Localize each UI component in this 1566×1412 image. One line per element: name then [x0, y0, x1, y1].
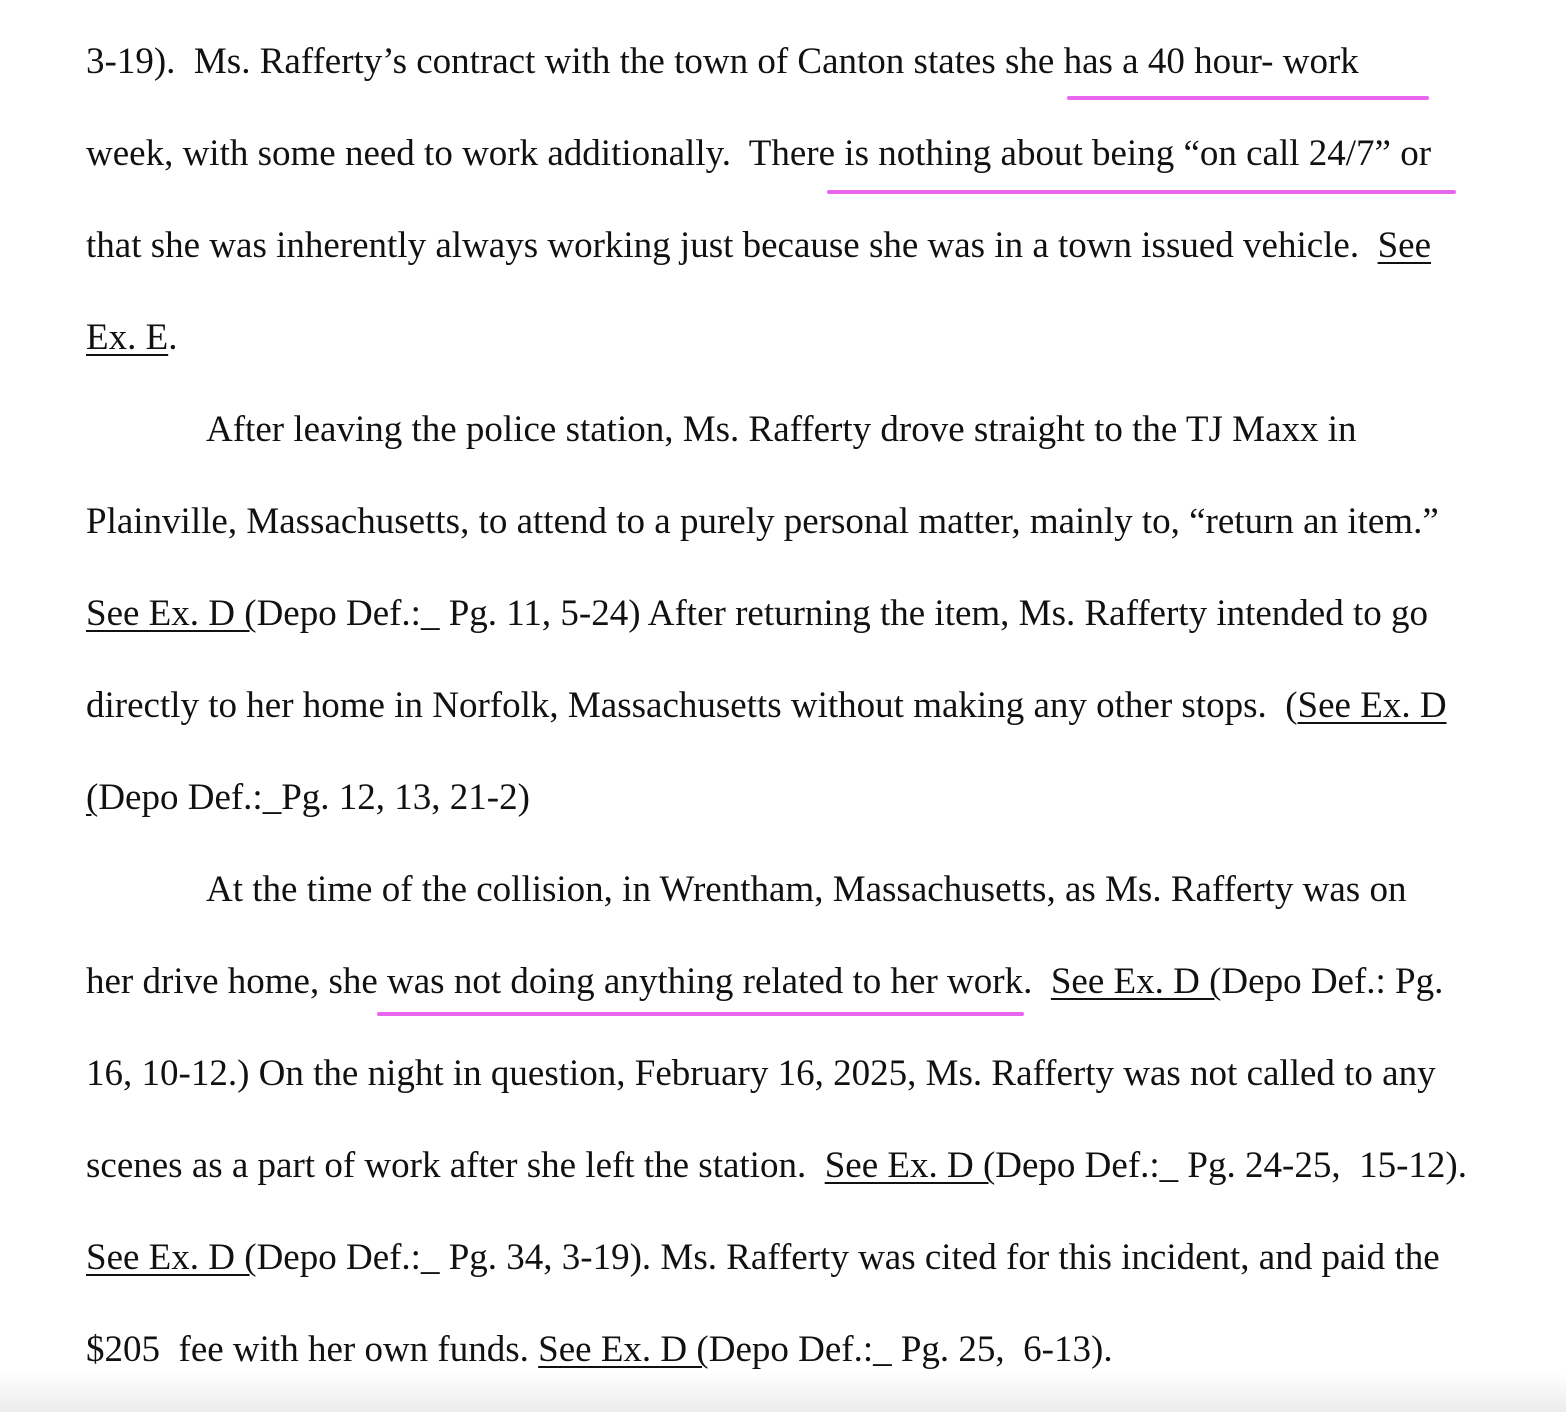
text-segment: After leaving the police station, Ms. Rafferty drove straight to the TJ Maxx in — [206, 409, 1357, 450]
text-line — [86, 40, 1359, 84]
text-line — [86, 1328, 1113, 1372]
text-segment: 3-19). Ms. Rafferty’s contract with the town of Canton states she has a 40 hour- work — [86, 41, 1359, 82]
text-line — [86, 592, 1428, 636]
text-segment: $205 fee with her own funds. — [86, 1329, 539, 1370]
text-segment: At the time of the collision, in Wrentham, Massachusetts, as Ms. Rafferty was on — [206, 869, 1407, 910]
exhibit-citation-link[interactable]: See Ex. D ( — [824, 1145, 996, 1186]
underlined-text: ( — [86, 777, 99, 818]
text-line — [86, 1236, 1440, 1280]
text-segment: Depo Def.:_ Pg. 11, 5-24) After returning the item, Ms. Rafferty intended to go — [256, 593, 1429, 634]
text-segment: Depo Def.:_ Pg. 34, 3-19). Ms. Rafferty was cited for this incident, and paid the — [256, 1237, 1440, 1278]
text-segment: Plainville, Massachusetts, to attend to a purely personal matter, mainly to, “return an item.” — [86, 501, 1439, 542]
text-segment: Depo Def.:_Pg. 12, 13, 21-2) — [98, 777, 530, 818]
see-exhibit-link[interactable]: See — [1377, 225, 1432, 266]
text-segment: week, with some need to work additionally. There is nothing about being “on call 24/7” or — [86, 133, 1432, 174]
text-line — [86, 960, 1443, 1004]
text-line — [86, 1144, 1467, 1188]
text-segment: scenes as a part of work after she left the station. — [86, 1145, 825, 1186]
text-segment: directly to her home in Norfolk, Massachusetts without making any other stops. ( — [86, 685, 1298, 726]
text-segment: . — [168, 317, 178, 358]
text-line — [86, 316, 177, 360]
text-line — [86, 776, 530, 820]
text-line — [86, 684, 1447, 728]
page-bottom-shadow — [0, 1372, 1566, 1412]
exhibit-citation-link[interactable]: See Ex. D ( — [86, 593, 257, 634]
text-segment: Depo Def.: Pg. — [1221, 961, 1444, 1002]
text-segment: that she was inherently always working just because she was in a town issued vehicle. — [86, 225, 1378, 266]
exhibit-citation-link[interactable]: See Ex. D — [1297, 685, 1447, 726]
text-line — [86, 500, 1439, 544]
text-segment: Depo Def.:_ Pg. 25, 6-13). — [708, 1329, 1113, 1370]
text-line — [86, 132, 1431, 176]
exhibit-e-link[interactable]: Ex. E — [86, 317, 169, 358]
exhibit-citation-link[interactable]: See Ex. D ( — [86, 1237, 257, 1278]
annotation-underline-1 — [1067, 96, 1429, 100]
exhibit-citation-link[interactable]: See Ex. D ( — [538, 1329, 709, 1370]
annotation-underline-3 — [377, 1012, 1024, 1016]
text-segment: 16, 10-12.) On the night in question, February 16, 2025, Ms. Rafferty was not called to any — [86, 1053, 1436, 1094]
text-line — [206, 868, 1406, 912]
exhibit-citation-link[interactable]: See Ex. D ( — [1050, 961, 1222, 1002]
text-line — [86, 1052, 1436, 1096]
text-segment: her drive home, she was not doing anything related to her work. — [86, 961, 1051, 1002]
text-line — [86, 224, 1431, 268]
annotation-underline-2 — [827, 190, 1456, 194]
text-line — [206, 408, 1357, 452]
text-segment: Depo Def.:_ Pg. 24-25, 15-12). — [995, 1145, 1467, 1186]
